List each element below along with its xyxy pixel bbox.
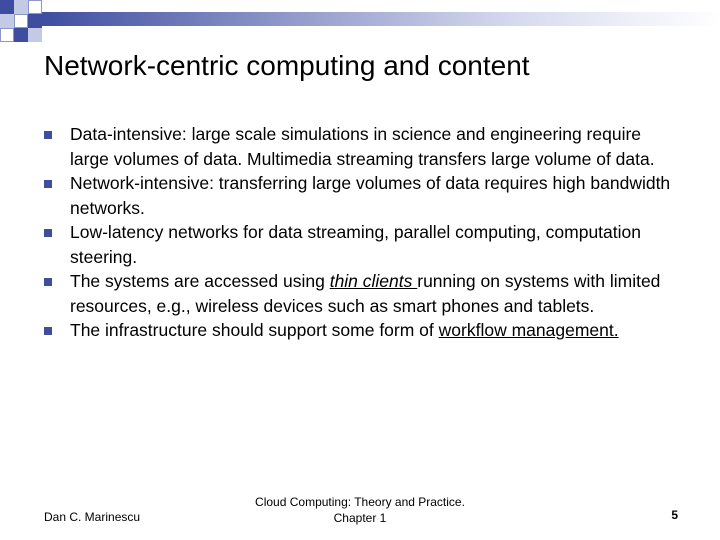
header-square <box>0 14 14 28</box>
header-square <box>14 14 28 28</box>
square-bullet-icon <box>44 278 52 286</box>
square-bullet-icon <box>44 327 52 335</box>
footer-author: Dan C. Marinescu <box>44 510 141 524</box>
header-square <box>28 14 42 28</box>
header-square <box>28 0 42 14</box>
bullet-item <box>44 220 684 269</box>
header-square <box>28 28 42 42</box>
bullet-item <box>44 269 684 318</box>
header-square <box>0 0 14 14</box>
bullet-text: Data-intensive: large scale simulations in science and engineering require large volumes of data. Multimedia streaming transfers large volume of data. <box>70 124 655 169</box>
bullet-text: Network-intensive: transferring large volumes of data requires high bandwidth networks. <box>70 173 671 218</box>
square-bullet-icon <box>44 180 52 188</box>
bullet-text: running on systems with limited resources, e.g., wireless devices such as smart phones and tablets. <box>70 271 661 316</box>
bullet-item <box>44 171 684 220</box>
slide-title: Network-centric computing and content <box>44 50 530 81</box>
bullet-text: The systems are accessed using <box>70 271 330 291</box>
bullet-item <box>44 318 684 343</box>
page-number: 5 <box>671 508 678 522</box>
header-gradient-bar <box>40 12 720 26</box>
square-bullet-icon <box>44 131 52 139</box>
bullet-item <box>44 122 684 171</box>
footer-chapter-line: Chapter 1 <box>333 511 387 525</box>
thin-clients-link: thin clients <box>329 271 418 291</box>
workflow-management-link: workflow management. <box>438 320 619 340</box>
footer-book-title <box>250 494 470 526</box>
bullet-text: The infrastructure should support some form of <box>70 320 439 340</box>
bullet-list <box>44 122 684 343</box>
footer-book-line: Cloud Computing: Theory and Practice. <box>255 495 465 509</box>
header-square <box>14 28 28 42</box>
header-square <box>0 28 14 42</box>
header-square <box>14 0 28 14</box>
bullet-text: Low-latency networks for data streaming, parallel computing, computation steering. <box>70 222 641 267</box>
square-bullet-icon <box>44 229 52 237</box>
